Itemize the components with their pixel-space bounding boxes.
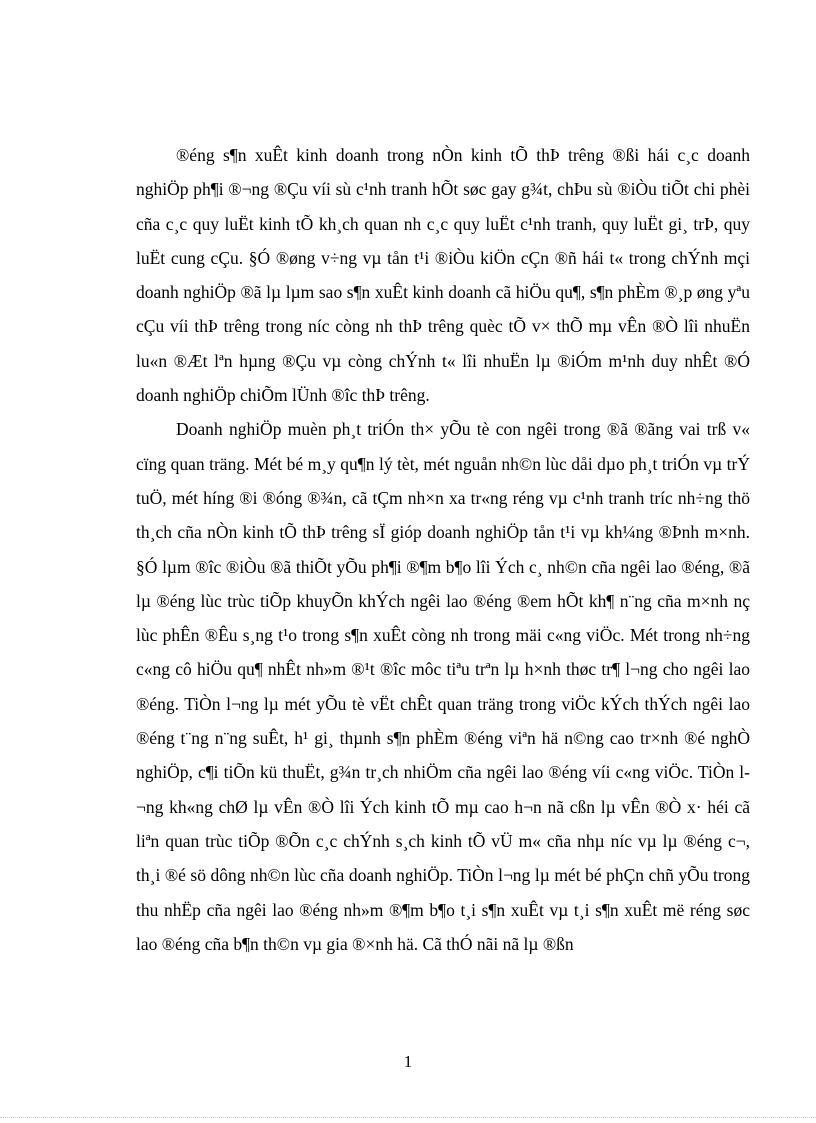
page-bottom-rule: [0, 1117, 816, 1118]
body-text: [136, 138, 750, 961]
paragraph-1: ®éng s¶n xuÊt kinh doanh trong nÒn kinh tÕ thÞ trêng ®ßi hái c¸c doanh nghiÖp ph¶i ®¬ng ®Çu víi sù c¹nh tranh hÕt søc gay g¾t, chÞu sù ®iÒu tiÕt chi phèi cña c¸c quy luËt kinh tÕ kh¸ch quan nh c¸c quy luËt c¹nh tranh, quy luËt gi¸ trÞ, quy luËt cung cÇu. §Ó ®øng v÷ng vµ tån t¹i ®iÒu kiÖn cÇn ®ñ hái t« trong chÝnh mçi doanh nghiÖp ®ã lµ lµm sao s¶n xuÊt kinh doanh cã hiÖu qu¶, s¶n phÈm ®¸p øng yªu cÇu víi thÞ trêng trong níc còng nh thÞ trêng quèc tÕ v× thÕ mµ vÊn ®Ò lîi nhuËn lu«n ®Æt lªn hµng ®Çu vµ còng chÝnh t« lîi nhuËn lµ ®iÓm m¹nh duy nhÊt ®Ó doanh nghiÖp chiÕm lÜnh ®îc thÞ trêng.: [136, 145, 750, 406]
paragraph-2: Doanh nghiÖp muèn ph¸t triÓn th× yÕu tè con ngêi trong ®ã ®ãng vai trß v« cïng quan träng. Mét bé m¸y qu¶n lý tèt, mét nguån nh©n lùc dåi dµo ph¸t triÓn vµ trÝ tuÖ, mét híng ®i ®óng ®¾n, cã tÇm nh×n xa tr«ng réng vµ c¹nh tranh tríc nh÷ng thö th¸ch cña nÒn kinh tÕ thÞ trêng sÏ gióp doanh nghiÖp tån t¹i vµ kh¼ng ®Þnh m×nh. §Ó lµm ®îc ®iÒu ®ã thiÕt yÕu ph¶i ®¶m b¶o lîi Ých c¸ nh©n cña ngêi lao ®éng, ®ã lµ ®éng lùc trùc tiÕp khuyÕn khÝch ngêi lao ®éng ®em hÕt kh¶ n¨ng cña m×nh nç lùc phÊn ®Êu s¸ng t¹o trong s¶n xuÊt còng nh trong mäi c«ng viÖc. Mét trong nh÷ng c«ng cô hiÖu qu¶ nhÊt nh»m ®¹t ®îc môc tiªu trªn lµ h×nh thøc tr¶ l¬ng cho ngêi lao ®éng. TiÒn l¬ng lµ mét yÕu tè vËt chÊt quan träng trong viÖc kÝch thÝch ngêi lao ®éng t¨ng n¨ng suÊt, h¹ gi¸ thµnh s¶n phÈm ®éng viªn hä n©ng cao tr×nh ®é nghÒ nghiÖp, c¶i tiÕn kü thuËt, g¾n tr¸ch nhiÖm cña ngêi lao ®éng víi c«ng viÖc. TiÒn l¬ng kh«ng chØ lµ vÊn ®Ò lîi Ých kinh tÕ mµ cao h¬n nã cßn lµ vÊn ®Ò x· héi cã liªn quan trùc tiÕp ®Õn c¸c chÝnh s¸ch kinh tÕ vÜ m« cña nhµ níc vµ lµ ®éng c¬, th¸i ®é sö dông nh©n lùc cña doanh nghiÖp. TiÒn l¬ng lµ mét bé phÇn chñ yÕu trong thu nhËp cña ngêi lao ®éng nh»m ®¶m b¶o t¸i s¶n xuÊt vµ t¸i s¶n xuÊt më réng søc lao ®éng cña b¶n th©n vµ gia ®×nh hä. Cã thÓ nãi nã lµ ®ßn: [136, 419, 750, 954]
page-number: 1: [403, 1052, 413, 1071]
